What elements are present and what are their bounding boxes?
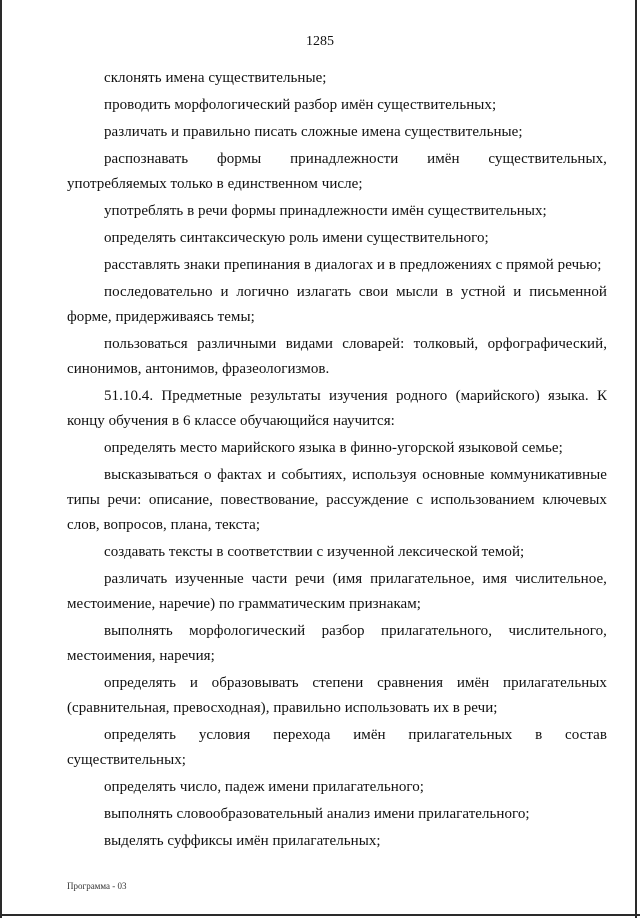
document-body (67, 66, 607, 854)
page-border-left (0, 0, 2, 918)
page-border-right (635, 0, 637, 918)
paragraph: определять место марийского языка в финно-угорской языковой семье; (104, 440, 563, 456)
paragraph: расставлять знаки препинания в диалогах и в предложениях с прямой речью; (104, 257, 602, 273)
paragraph: последовательно и логично излагать свои мысли в устной и письменной форме, придерживаясь темы; (67, 284, 607, 325)
footer-program-label: Программа - 03 (67, 881, 127, 891)
paragraph: выделять суффиксы имён прилагательных; (104, 833, 381, 849)
paragraph: определять и образовывать степени сравнения имён прилагательных (сравнительная, превосходная), правильно использовать их в речи; (67, 675, 607, 716)
section-paragraph: 51.10.4. Предметные результаты изучения родного (марийского) языка. К концу обучения в 6 классе обучающийся научится: (67, 388, 607, 429)
page-number: 1285 (306, 34, 334, 49)
paragraph: склонять имена существительные; (104, 70, 327, 86)
paragraph: определять условия перехода имён прилагательных в состав существительных; (67, 727, 607, 768)
paragraph: выполнять словообразовательный анализ имени прилагательного; (104, 806, 530, 822)
paragraph: распознавать формы принадлежности имён существительных, употребляемых только в единственном числе; (67, 151, 607, 192)
paragraph: определять синтаксическую роль имени существительного; (104, 230, 489, 246)
paragraph: пользоваться различными видами словарей: толковый, орфографический, синонимов, антонимов, фразеологизмов. (67, 336, 607, 377)
paragraph: различать изученные части речи (имя прилагательное, имя числительное, местоимение, наречие) по грамматическим признакам; (67, 571, 607, 612)
paragraph: создавать тексты в соответствии с изученной лексической темой; (104, 544, 525, 560)
paragraph: определять число, падеж имени прилагательного; (104, 779, 425, 795)
paragraph: различать и правильно писать сложные имена существительные; (104, 124, 523, 140)
paragraph: проводить морфологический разбор имён существительных; (104, 97, 497, 113)
paragraph: высказываться о фактах и событиях, используя основные коммуникативные типы речи: описание, повествование, рассуждение с использованием ключевых слов, вопросов, плана, текста; (67, 467, 607, 533)
page-border-bottom (0, 914, 640, 916)
paragraph: употреблять в речи формы принадлежности имён существительных; (104, 203, 547, 219)
paragraph: выполнять морфологический разбор прилагательного, числительного, местоимения, наречия; (67, 623, 607, 664)
